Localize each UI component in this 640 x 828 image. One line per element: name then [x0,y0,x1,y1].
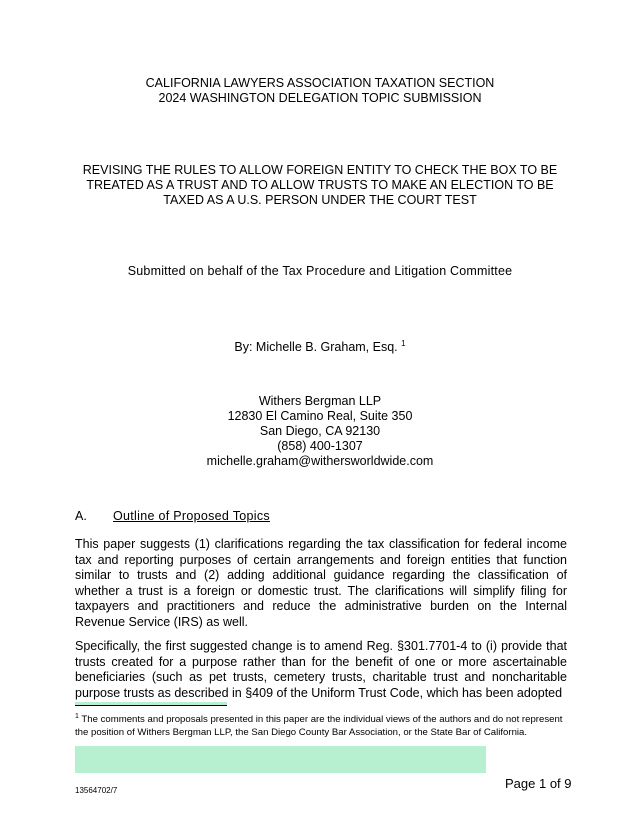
contact-firm: Withers Bergman LLP [258,394,382,408]
highlight-box [75,746,486,773]
title-line-3: TAXED AS A U.S. PERSON UNDER THE COURT TEST [163,193,477,207]
byline [0,336,640,355]
footnote-text: The comments and proposals presented in this paper are the individual views of the authors and do not represent the position of Withers Bergman LLP, the San Diego County Bar Association, or the State Bar of California. [75,714,563,738]
section-heading [75,509,270,523]
footnote-separator [75,705,227,706]
submitted-line: Submitted on behalf of the Tax Procedure and Litigation Committee [127,264,513,278]
footnote-number: 1 [75,713,79,720]
contact-address-1: 12830 El Camino Real, Suite 350 [227,409,413,423]
section-title: Outline of Proposed Topics [113,509,270,523]
header-line-1: CALIFORNIA LAWYERS ASSOCIATION TAXATION SECTION [145,76,495,90]
footnote-reference[interactable]: 1 [401,339,406,348]
page-number: Page 1 of 9 [505,776,572,791]
title-line-2: TREATED AS A TRUST AND TO ALLOW TRUSTS TO MAKE AN ELECTION TO BE [86,178,554,192]
paragraph-2: Specifically, the first suggested change is to amend Reg. §301.7701-4 to (i) provide that trusts created for a purpose rather than for the benefit of one or more ascertainable beneficiaries (such as pet trusts, cemetery trusts, charitable trust and noncharitable purpose trusts as described in §409 of the Uniform Trust Code, which has been adopted [75,639,567,700]
header-line-2: 2024 WASHINGTON DELEGATION TOPIC SUBMISSION [158,91,482,105]
footnote [75,711,567,739]
contact-address-2: San Diego, CA 92130 [259,424,381,438]
contact-phone: (858) 400-1307 [277,439,363,453]
contact-email[interactable]: michelle.graham@withersworldwide.com [206,454,434,468]
byline-text: By: Michelle B. Graham, Esq. [234,340,398,354]
document-id: 13564702/7 [75,786,118,795]
paragraph-1: This paper suggests (1) clarifications regarding the tax classification for federal income tax and reporting purposes of certain arrangements and foreign entities that function similar to trusts and (2) adding additional guidance regarding the classification of whether a trust is a foreign or domestic trust. The clarifications will simplify filing for taxpayers and practitioners and reduce the administrative burden on the Internal Revenue Service (IRS) as well. [75,537,567,629]
title-line-1: REVISING THE RULES TO ALLOW FOREIGN ENTITY TO CHECK THE BOX TO BE [82,163,558,177]
section-letter: A. [75,509,87,523]
